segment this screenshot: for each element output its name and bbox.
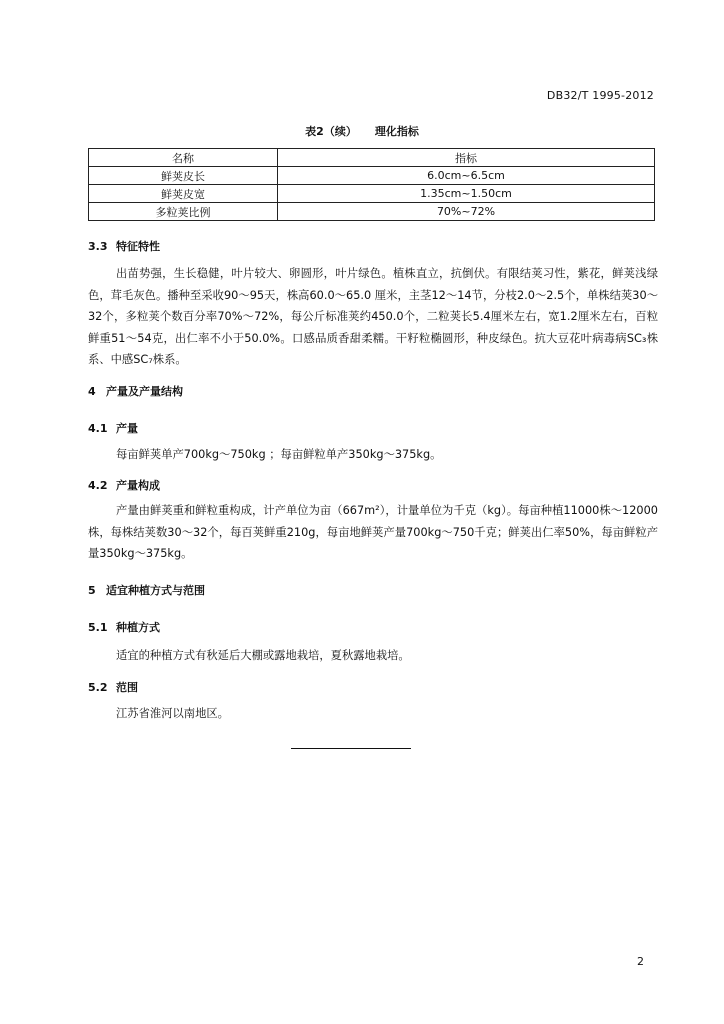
section-5-1-text: 适宜的种植方式有秋延后大棚或露地栽培，夏秋露地栽培。 xyxy=(116,649,410,662)
table-cell: 1.35cm~1.50cm xyxy=(278,185,655,203)
table-row xyxy=(89,185,655,203)
section-5-2-text: 江苏省淮河以南地区。 xyxy=(116,707,229,720)
section-number: 5 xyxy=(88,584,96,597)
section-number: 4.1 xyxy=(88,422,108,435)
section-number: 3.3 xyxy=(88,240,108,253)
section-title: 范围 xyxy=(116,681,138,694)
section-title: 产量 xyxy=(116,422,138,435)
table-cell: 70%~72% xyxy=(278,203,655,221)
table-caption-number: 表2（续） xyxy=(305,125,357,138)
table-header-row xyxy=(89,149,655,167)
section-title: 产量构成 xyxy=(116,479,160,492)
standard-code: DB32/T 1995-2012 xyxy=(546,89,654,102)
section-number: 5.2 xyxy=(88,681,108,694)
table-caption-title: 理化指标 xyxy=(374,125,419,138)
table-cell: 6.0cm~6.5cm xyxy=(278,167,655,185)
section-heading-3-3 xyxy=(88,238,160,254)
section-number: 5.1 xyxy=(88,621,108,634)
table-cell: 多粒荚比例 xyxy=(89,203,278,221)
page-number: 2 xyxy=(637,955,644,968)
section-heading-4-1 xyxy=(88,420,138,436)
section-heading-5 xyxy=(88,582,205,598)
section-4-1-text: 每亩鲜荚单产700kg～750kg ；每亩鲜粒单产350kg～375kg。 xyxy=(116,448,442,461)
section-title: 特征特性 xyxy=(116,240,160,253)
end-of-document-rule xyxy=(291,748,411,749)
table-header-cell: 指标 xyxy=(278,149,655,167)
section-number: 4 xyxy=(88,385,96,398)
section-title: 适宜种植方式与范围 xyxy=(106,584,205,597)
section-number: 4.2 xyxy=(88,479,108,492)
table-caption xyxy=(0,123,724,139)
section-3-3-text: 出苗势强，生长稳健，叶片较大、卵圆形，叶片绿色。植株直立，抗倒伏。有限结荚习性，紫花，鲜荚浅绿色，茸毛灰色。播种至采收90～95天，株高60.0～65.0 厘米，主茎12～14节，分枝2.0～2.5个，单株结荚30～32个，多粒荚个数百分率70%～72%，每公斤标准荚约450.0个，二粒荚长5.4厘米左右，宽1.2厘米左右，百粒鲜重51～54克，出仁率不小于50.0%。口感品质香甜柔糯。干籽粒椭圆形，种皮绿色。抗大豆花叶病毒病SC₃株系、中感SC₇株系。 xyxy=(88,267,658,366)
table-cell: 鲜荚皮长 xyxy=(89,167,278,185)
section-title: 种植方式 xyxy=(116,621,160,634)
section-heading-5-1 xyxy=(88,619,160,635)
section-heading-4-2 xyxy=(88,477,160,493)
section-title: 产量及产量结构 xyxy=(106,385,183,398)
section-heading-4 xyxy=(88,383,183,399)
table-header-cell: 名称 xyxy=(89,149,278,167)
section-heading-5-2 xyxy=(88,679,138,695)
table-row xyxy=(89,167,655,185)
section-4-2-text: 产量由鲜荚重和鲜粒重构成，计产单位为亩（667m²），计量单位为千克（kg）。每亩种植11000株～12000株，每株结荚数30～32个，每百荚鲜重210g，每亩地鲜荚产量700kg～750千克；鲜荚出仁率50%，每亩鲜粒产量350kg～375kg。 xyxy=(88,504,658,560)
spec-table xyxy=(88,148,655,221)
table-row xyxy=(89,203,655,221)
table-cell: 鲜荚皮宽 xyxy=(89,185,278,203)
